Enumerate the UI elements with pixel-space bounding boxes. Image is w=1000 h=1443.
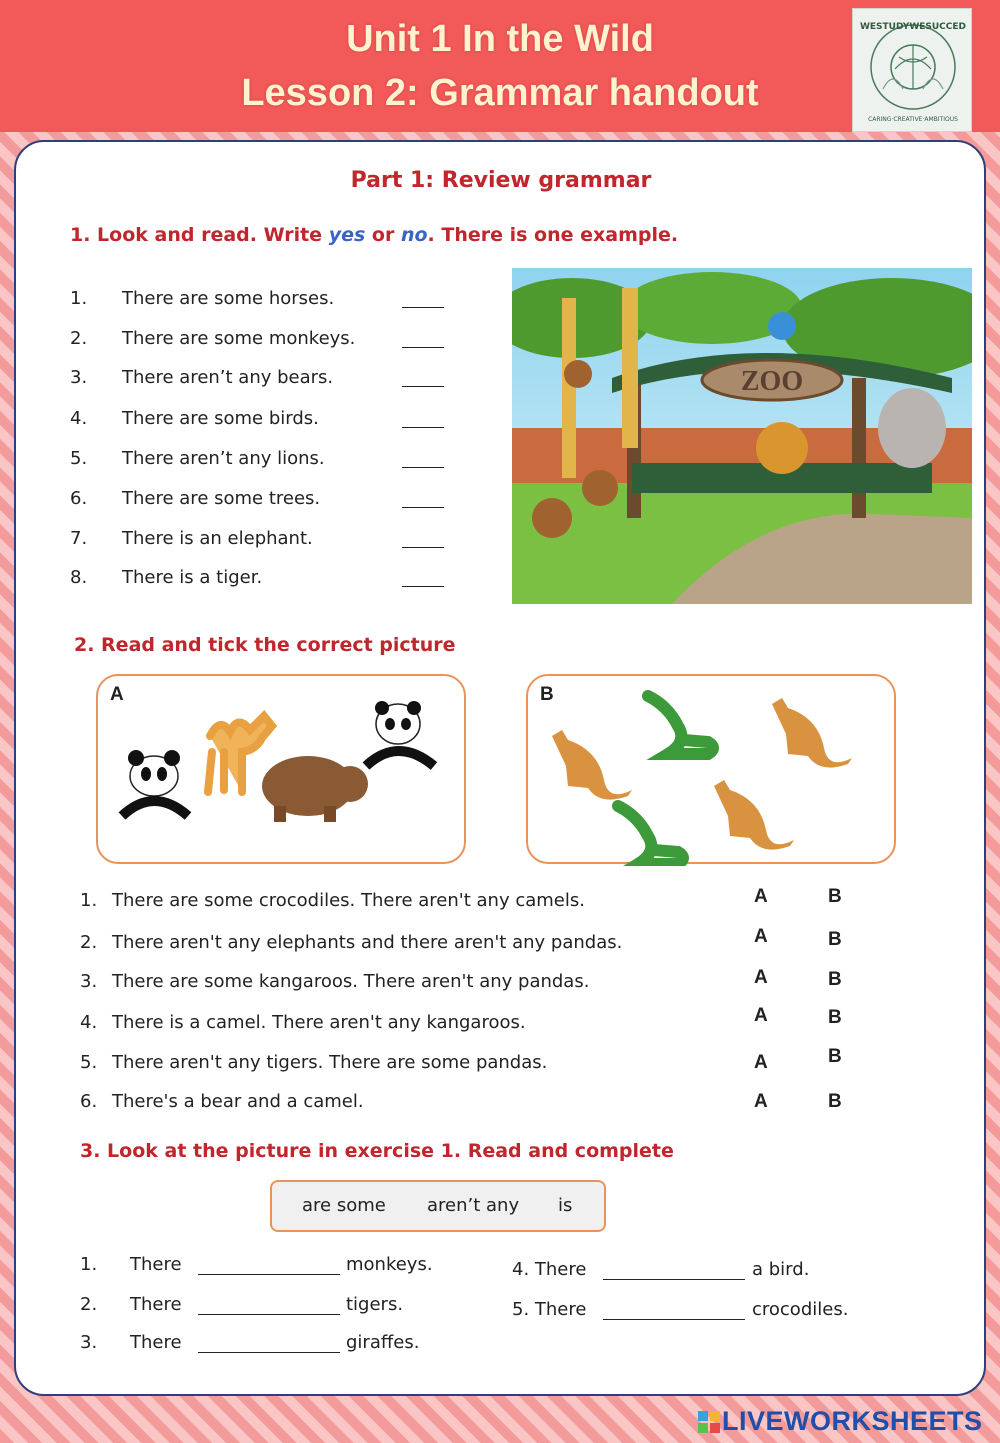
- answer-blank[interactable]: [402, 386, 444, 387]
- panda-icon: [122, 750, 188, 816]
- zoo-sign-text: ZOO: [740, 366, 804, 397]
- option-a[interactable]: A: [754, 1091, 768, 1112]
- picture-b-animals: [528, 676, 898, 866]
- option-a[interactable]: A: [754, 926, 768, 947]
- zoo-picture: [512, 268, 972, 604]
- exercise1-item-text: There aren’t any bears.: [122, 367, 334, 388]
- exercise1-item-text: There aren’t any lions.: [122, 448, 325, 469]
- logo-subtext: CARING·CREATIVE·AMBITIOUS: [868, 116, 958, 123]
- exercise3-item-end: a bird.: [752, 1259, 810, 1280]
- exercise2-title: 2. Read and tick the correct picture: [74, 634, 456, 656]
- crocodile-icon: [648, 696, 713, 754]
- picture-b-label: B: [540, 684, 554, 705]
- option-a[interactable]: A: [754, 886, 768, 907]
- exercise1-title-end: . There is one example.: [427, 224, 679, 246]
- answer-blank[interactable]: [402, 347, 444, 348]
- picture-a-box[interactable]: [96, 674, 466, 864]
- logo-emblem-icon: [853, 9, 973, 133]
- option-b[interactable]: B: [828, 969, 842, 990]
- zoo-scene-icon: [512, 268, 972, 604]
- exercise1-item-text: There are some birds.: [122, 408, 319, 429]
- option-b[interactable]: B: [828, 1091, 842, 1112]
- exercise1-item-text: There are some horses.: [122, 288, 335, 309]
- exercise2-item-number: 2.: [80, 932, 98, 953]
- word-bank: [270, 1180, 606, 1232]
- fill-blank[interactable]: [198, 1274, 340, 1275]
- worksheet-card: [14, 140, 986, 1396]
- fill-blank[interactable]: [198, 1314, 340, 1315]
- option-b[interactable]: B: [828, 1007, 842, 1028]
- answer-blank[interactable]: [402, 507, 444, 508]
- exercise2-item-number: 6.: [80, 1091, 98, 1112]
- option-b[interactable]: B: [828, 886, 842, 907]
- word-bank-item: aren’t any: [427, 1195, 520, 1216]
- exercise1-item-number: 5.: [70, 448, 88, 469]
- exercise3-item-number: 3.: [80, 1332, 98, 1353]
- picture-a-animals: [98, 676, 468, 866]
- exercise1-title: [70, 224, 678, 246]
- or-word: or: [365, 224, 401, 246]
- exercise1-title-part: 1. Look and read. Write: [70, 224, 329, 246]
- logo-text: WESTUDYWESUCCED: [859, 22, 967, 32]
- word-bank-item: is: [558, 1195, 573, 1216]
- exercise1-item-number: 3.: [70, 367, 88, 388]
- exercise2-item-number: 1.: [80, 890, 98, 911]
- footer-brand: LIVEWORKSHEETS: [722, 1406, 983, 1436]
- exercise3-item-start: 4. There: [512, 1259, 587, 1280]
- exercise1-item-number: 4.: [70, 408, 88, 429]
- option-b[interactable]: B: [828, 1046, 842, 1067]
- exercise1-item-number: 8.: [70, 567, 88, 588]
- camel-icon: [208, 716, 272, 792]
- exercise1-item-number: 6.: [70, 488, 88, 509]
- picture-a-label: A: [110, 684, 124, 705]
- exercise2-item-text: There aren't any elephants and there aren't any pandas.: [112, 932, 623, 953]
- exercise1-item-text: There is a tiger.: [122, 567, 263, 588]
- option-a[interactable]: A: [754, 967, 768, 988]
- option-a[interactable]: A: [754, 1005, 768, 1026]
- exercise3-item-start: There: [130, 1332, 182, 1353]
- kangaroo-icon-3: [714, 780, 794, 850]
- no-word: no: [400, 224, 428, 246]
- kangaroo-icon: [552, 730, 632, 800]
- exercise1-item-number: 1.: [70, 288, 88, 309]
- liveworksheets-logo-icon: [698, 1411, 720, 1433]
- exercise3-item-end: crocodiles.: [752, 1299, 849, 1320]
- exercise2-item-number: 4.: [80, 1012, 98, 1033]
- answer-blank[interactable]: [402, 547, 444, 548]
- exercise1-item-text: There is an elephant.: [122, 528, 313, 549]
- answer-blank[interactable]: [402, 586, 444, 587]
- exercise3-item-end: tigers.: [346, 1294, 404, 1315]
- exercise3-item-number: 1.: [80, 1254, 98, 1275]
- exercise2-item-number: 3.: [80, 971, 98, 992]
- exercise2-item-number: 5.: [80, 1052, 98, 1073]
- fill-blank[interactable]: [198, 1352, 340, 1353]
- exercise2-item-text: There aren't any tigers. There are some pandas.: [112, 1052, 548, 1073]
- answer-blank[interactable]: [402, 427, 444, 428]
- unit-title: Unit 1 In the Wild: [346, 18, 654, 60]
- exercise1-item-text: There are some trees.: [122, 488, 321, 509]
- part-title: Part 1: Review grammar: [350, 168, 652, 193]
- kangaroo-icon-2: [772, 698, 852, 768]
- option-a[interactable]: A: [754, 1052, 768, 1073]
- exercise1-item-number: 2.: [70, 328, 88, 349]
- lesson-title: Lesson 2: Grammar handout: [241, 72, 759, 114]
- exercise2-item-text: There are some kangaroos. There aren't any pandas.: [112, 971, 590, 992]
- exercise1-item-number: 7.: [70, 528, 88, 549]
- exercise3-item-start: 5. There: [512, 1299, 587, 1320]
- exercise3-item-start: There: [130, 1294, 182, 1315]
- exercise3-item-start: There: [130, 1254, 182, 1275]
- header-banner: [0, 0, 1000, 132]
- school-logo: [852, 8, 972, 132]
- answer-blank[interactable]: [402, 467, 444, 468]
- exercise1-item-text: There are some monkeys.: [122, 328, 356, 349]
- picture-b-box[interactable]: [526, 674, 896, 864]
- exercise2-item-text: There are some crocodiles. There aren't any camels.: [112, 890, 585, 911]
- exercise2-item-text: There's a bear and a camel.: [112, 1091, 364, 1112]
- exercise2-item-text: There is a camel. There aren't any kangaroos.: [112, 1012, 526, 1033]
- word-bank-item: are some: [302, 1195, 386, 1216]
- exercise3-item-number: 2.: [80, 1294, 98, 1315]
- bear-icon: [262, 756, 368, 822]
- panda-icon-2: [366, 701, 434, 766]
- fill-blank[interactable]: [603, 1279, 745, 1280]
- yes-word: yes: [328, 224, 366, 246]
- exercise3-item-end: monkeys.: [346, 1254, 433, 1275]
- exercise3-item-end: giraffes.: [346, 1332, 420, 1353]
- exercise3-title: 3. Look at the picture in exercise 1. Read and complete: [80, 1140, 674, 1162]
- option-b[interactable]: B: [828, 929, 842, 950]
- crocodile-icon-2: [618, 806, 683, 864]
- answer-blank[interactable]: [402, 307, 444, 308]
- fill-blank[interactable]: [603, 1319, 745, 1320]
